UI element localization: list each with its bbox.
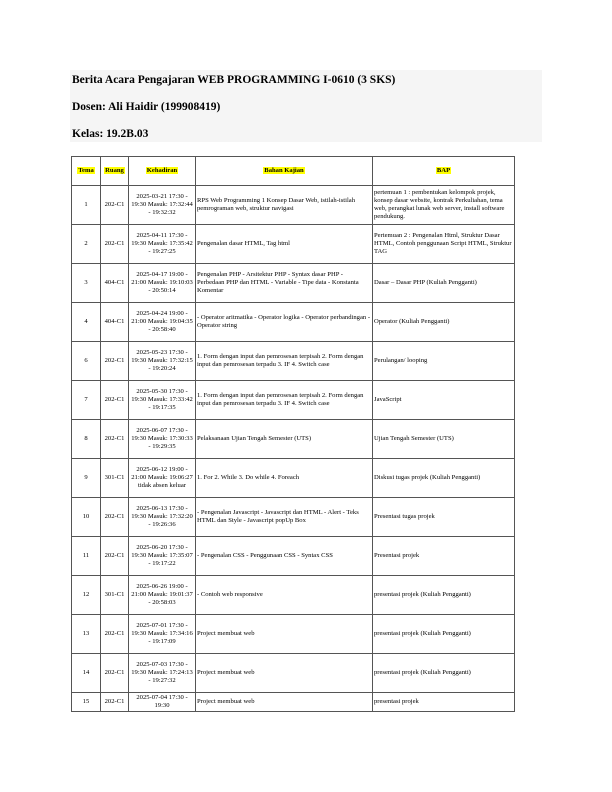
- cell-tema: 2: [72, 225, 101, 264]
- cell-bahan-kajian: Project membuat web: [196, 615, 373, 654]
- cell-kehadiran: 2025-03-21 17:30 - 19:30 Masuk: 17:32:44 - 19:32:32: [129, 186, 196, 225]
- cell-bap: pertemuan 1 : pembentukan kelompok projek, konsep dasar website, kontrak Perkuliahan, tema web, perangkat lunak web server, install software pendukung.: [373, 186, 515, 225]
- table-row: [72, 420, 515, 459]
- column-header-bap: BAP: [373, 157, 515, 186]
- cell-bahan-kajian: 1. Form dengan input dan pemrosesan terpisah 2. Form dengan input dan pemrosesan terpadu 3. IF 4. Switch case: [196, 342, 373, 381]
- cell-tema: 12: [72, 576, 101, 615]
- cell-ruang: 404-C1: [101, 264, 129, 303]
- cell-bahan-kajian: - Contoh web responsive: [196, 576, 373, 615]
- document-title: Berita Acara Pengajaran WEB PROGRAMMING I-0610 (3 SKS): [72, 74, 396, 86]
- cell-ruang: 301-C1: [101, 459, 129, 498]
- table-row: [72, 381, 515, 420]
- cell-bap: presentasi projek (Kuliah Pengganti): [373, 615, 515, 654]
- cell-bap: JavaScript: [373, 381, 515, 420]
- cell-kehadiran: 2025-06-26 19:00 - 21:00 Masuk: 19:01:37 - 20:58:03: [129, 576, 196, 615]
- cell-ruang: 202-C1: [101, 420, 129, 459]
- cell-tema: 7: [72, 381, 101, 420]
- cell-ruang: 202-C1: [101, 381, 129, 420]
- cell-tema: 3: [72, 264, 101, 303]
- table-row: [72, 654, 515, 693]
- cell-tema: 15: [72, 693, 101, 712]
- cell-bap: Presentasi tugas projek: [373, 498, 515, 537]
- cell-kehadiran: 2025-05-30 17:30 - 19:30 Masuk: 17:33:42 - 19:17:35: [129, 381, 196, 420]
- cell-ruang: 202-C1: [101, 342, 129, 381]
- table-row: [72, 615, 515, 654]
- cell-kehadiran: 2025-05-23 17:30 - 19:30 Masuk: 17:32:15 - 19:20:24: [129, 342, 196, 381]
- cell-ruang: 202-C1: [101, 615, 129, 654]
- cell-tema: 4: [72, 303, 101, 342]
- cell-ruang: 202-C1: [101, 498, 129, 537]
- cell-kehadiran: 2025-04-11 17:30 - 19:30 Masuk: 17:35:42 - 19:27:25: [129, 225, 196, 264]
- cell-bahan-kajian: 1. Form dengan input dan pemrosesan terpisah 2. Form dengan input dan pemrosesan terpadu 3. IF 4. Switch case: [196, 381, 373, 420]
- cell-tema: 8: [72, 420, 101, 459]
- table-row: [72, 264, 515, 303]
- cell-bap: Perulangan/ looping: [373, 342, 515, 381]
- cell-bahan-kajian: - Pengenalan Javascript - Javascript dan HTML - Alert - Teks HTML dan Style - Javascript popUp Box: [196, 498, 373, 537]
- table-row: [72, 303, 515, 342]
- cell-bahan-kajian: Pengenalan dasar HTML, Tag html: [196, 225, 373, 264]
- table-row: [72, 225, 515, 264]
- cell-bap: Presentasi projek: [373, 537, 515, 576]
- cell-bap: Operator (Kuliah Pengganti): [373, 303, 515, 342]
- cell-bahan-kajian: Pelaksanaan Ujian Tengah Semester (UTS): [196, 420, 373, 459]
- cell-ruang: 202-C1: [101, 693, 129, 712]
- lecturer-line: Dosen: Ali Haidir (199908419): [72, 101, 221, 113]
- cell-kehadiran: 2025-06-13 17:30 - 19:30 Masuk: 17:32:20 - 19:26:36: [129, 498, 196, 537]
- cell-bahan-kajian: - Pengenalan CSS - Penggunaan CSS - Syntax CSS: [196, 537, 373, 576]
- teaching-record-table: [71, 156, 515, 712]
- table-row: [72, 576, 515, 615]
- cell-bap: presentasi projek: [373, 693, 515, 712]
- table-row: [72, 186, 515, 225]
- cell-ruang: 301-C1: [101, 576, 129, 615]
- column-header-tema: Tema: [72, 157, 101, 186]
- cell-kehadiran: 2025-07-03 17:30 - 19:30 Masuk: 17:24:13 - 19:27:32: [129, 654, 196, 693]
- cell-ruang: 404-C1: [101, 303, 129, 342]
- cell-bap: Diskusi tugas projek (Kuliah Pengganti): [373, 459, 515, 498]
- cell-kehadiran: 2025-07-01 17:30 - 19:30 Masuk: 17:34:16 - 19:17:09: [129, 615, 196, 654]
- cell-bahan-kajian: 1. For 2. While 3. Do while 4. Foreach: [196, 459, 373, 498]
- cell-tema: 11: [72, 537, 101, 576]
- cell-tema: 9: [72, 459, 101, 498]
- cell-bahan-kajian: Project membuat web: [196, 654, 373, 693]
- cell-bahan-kajian: - Operator aritmatika - Operator logika - Operator perbandingan - Operator string: [196, 303, 373, 342]
- cell-kehadiran: 2025-06-07 17:30 - 19:30 Masuk: 17:30:33 - 19:29:35: [129, 420, 196, 459]
- cell-ruang: 202-C1: [101, 537, 129, 576]
- cell-bahan-kajian: Pengenalan PHP - Arsitektur PHP - Syntax dasar PHP - Perbedaan PHP dan HTML - Variable - Tipe data - Konstanta Komentar: [196, 264, 373, 303]
- cell-kehadiran: 2025-06-20 17:30 - 19:30 Masuk: 17:35:07 - 19:17:22: [129, 537, 196, 576]
- cell-bahan-kajian: RPS Web Programming 1 Konsep Dasar Web, istilah-istilah pemrograman web, struktur navigasi: [196, 186, 373, 225]
- cell-kehadiran: 2025-04-17 19:00 - 21:00 Masuk: 19:10:03 - 20:50:14: [129, 264, 196, 303]
- table-header-row: [72, 157, 515, 186]
- class-line: Kelas: 19.2B.03: [72, 128, 149, 140]
- cell-tema: 1: [72, 186, 101, 225]
- cell-bap: presentasi projek (Kuliah Pengganti): [373, 654, 515, 693]
- cell-bap: Pertemuan 2 : Pengenalan Html, Struktur Dasar HTML, Contoh penggunaan Script HTML, Struktur TAG: [373, 225, 515, 264]
- table-row: [72, 342, 515, 381]
- table-row: [72, 693, 515, 712]
- column-header-ruang: Ruang: [101, 157, 129, 186]
- cell-kehadiran: 2025-04-24 19:00 - 21:00 Masuk: 19:04:35 - 20:58:40: [129, 303, 196, 342]
- cell-tema: 10: [72, 498, 101, 537]
- table-row: [72, 537, 515, 576]
- cell-kehadiran: 2025-07-04 17:30 - 19:30: [129, 693, 196, 712]
- cell-bap: Dasar – Dasar PHP (Kuliah Pengganti): [373, 264, 515, 303]
- cell-bap: Ujian Tengah Semester (UTS): [373, 420, 515, 459]
- cell-tema: 14: [72, 654, 101, 693]
- cell-ruang: 202-C1: [101, 225, 129, 264]
- cell-bap: presentasi projek (Kuliah Pengganti): [373, 576, 515, 615]
- cell-bahan-kajian: Project membuat web: [196, 693, 373, 712]
- column-header-kehadiran: Kehadiran: [129, 157, 196, 186]
- table-row: [72, 459, 515, 498]
- cell-tema: 6: [72, 342, 101, 381]
- cell-kehadiran: 2025-06-12 19:00 - 21:00 Masuk: 19:06:27 tidak absen keluar: [129, 459, 196, 498]
- cell-ruang: 202-C1: [101, 654, 129, 693]
- table-row: [72, 498, 515, 537]
- cell-ruang: 202-C1: [101, 186, 129, 225]
- cell-tema: 13: [72, 615, 101, 654]
- column-header-bahan-kajian: Bahan Kajian: [196, 157, 373, 186]
